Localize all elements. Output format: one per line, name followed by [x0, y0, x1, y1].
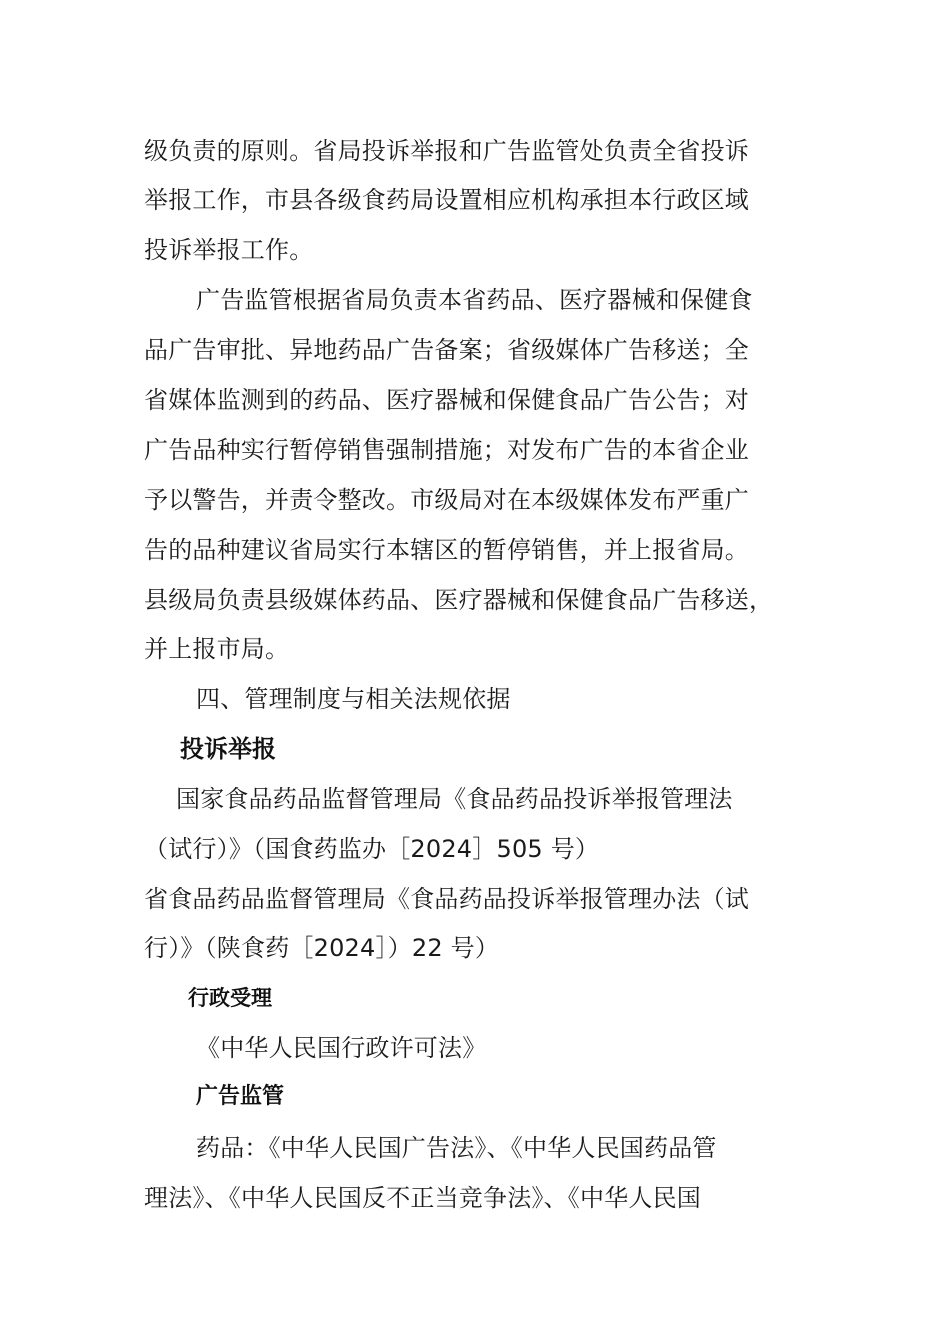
paragraph-line: 并上报市局。 — [144, 635, 290, 663]
admin-heading: 行政受理 — [188, 986, 272, 1010]
paragraph-line: 举报工作，市县各级食药局设置相应机构承担本行政区域 — [144, 186, 749, 214]
paragraph-line: 级负责的原则。省局投诉举报和广告监管处负责全省投诉 — [144, 137, 749, 165]
paragraph-line: 广告品种实行暂停销售强制措施；对发布广告的本省企业 — [144, 436, 749, 464]
regulation-line: （试行）》（国食药监办［2024］505 号） — [144, 835, 600, 863]
paragraph-line: 县级局负责县级媒体药品、医疗器械和保健食品广告移送， — [144, 586, 774, 614]
regulation-line: 行）》（陕食药［2024］）22 号） — [144, 934, 500, 962]
paragraph-line: 予以警告，并责令整改。市级局对在本级媒体发布严重广 — [144, 486, 749, 514]
regulation-line: 国家食品药品监督管理局《食品药品投诉举报管理法 — [176, 785, 733, 813]
paragraph-line: 省媒体监测到的药品、医疗器械和保健食品广告公告；对 — [144, 386, 749, 414]
ads-heading: 广告监管 — [196, 1084, 285, 1109]
regulation-line: 药品：《中华人民国广告法》、《中华人民国药品管 — [196, 1134, 717, 1162]
regulation-line: 理法》、《中华人民国反不正当竞争法》、《中华人民国 — [144, 1184, 701, 1212]
section-title: 四、管理制度与相关法规依据 — [196, 685, 511, 713]
paragraph-line: 品广告审批、异地药品广告备案；省级媒体广告移送；全 — [144, 336, 749, 364]
paragraph-line: 告的品种建议省局实行本辖区的暂停销售，并上报省局。 — [144, 536, 749, 564]
admin-regulation-line: 《中华人民国行政许可法》 — [196, 1034, 487, 1062]
paragraph-line: 投诉举报工作。 — [144, 236, 314, 264]
complaints-heading: 投诉举报 — [180, 735, 276, 763]
regulation-line: 省食品药品监督管理局《食品药品投诉举报管理办法（试 — [144, 885, 749, 913]
paragraph-line: 广告监管根据省局负责本省药品、医疗器械和保健食 — [196, 286, 753, 314]
